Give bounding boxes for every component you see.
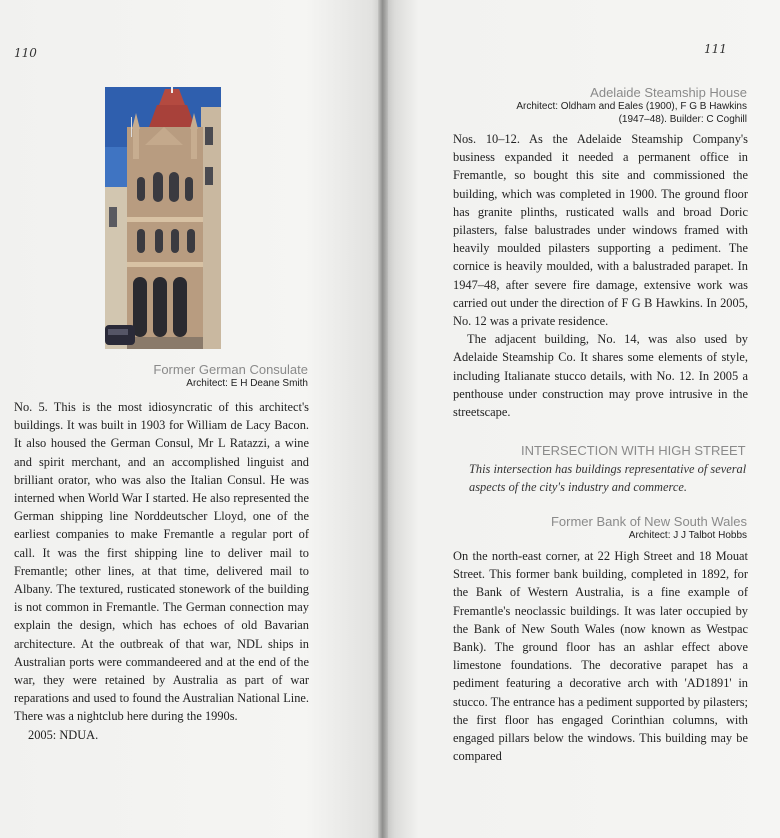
german-consulate-caption (60, 362, 308, 390)
body-paragraph: No. 5. This is the most idiosyncratic of this architect's buildings. It was built in 1903 for William de Lacy Bacon. It also housed the German Consul, Mr L Ratazzi, a wine and spirit merchant, and an accomplished linguist and brilliant orator, who was also the Italian Consul. He was interned when World War I started. He also represented the German shipping line Norddeutscher Lloyd, one of the earliest companies to make Fremantle a regular port of call. It was the first shipping line to deliver mail to Fremantle; other lines, at that time, delivered mail to Albany. The textured, rusticated stonework of the building is not common in Fremantle. The German connection may explain the design, which has echoes of old Bavarian architecture. At the outbreak of that war, NDL ships in Australian ports were commandeered and at the end of the war, they were retained by Australia as part of war reparations and used to found the Australian National Line. There was a nightclub here during the 1990s. (14, 400, 309, 724)
entry-title: Former Bank of New South Wales (550, 514, 747, 529)
bank-nsw-heading (443, 514, 747, 542)
body-paragraph: Nos. 10–12. As the Adelaide Steamship Company's business expanded it needed a permanent office in Fremantle, so bought this site and commissioned the building, which was completed in 1900. The ground floor has granite plinths, rusticated walls and broad Doric pilasters, false balustrades under windows framed with heavily moulded pilasters supporting a pediment. The cornice is heavily moulded, with a balustraded parapet. In 1947–48, after severe fire damage, extensive work was carried out under the direction of F G B Hawkins. In 2005, No. 12 was a private residence. (453, 132, 748, 329)
caption-title: Former German Consulate (153, 362, 308, 377)
bank-nsw-body (453, 547, 748, 765)
page-number-right: 111 (704, 42, 727, 56)
section-heading: INTERSECTION WITH HIGH STREET (521, 443, 746, 458)
entry-title: Adelaide Steamship House (590, 85, 747, 100)
section-subheading: This intersection has buildings representative of several aspects of the city's industry and commerce. (469, 462, 747, 494)
building-illustration (105, 87, 221, 349)
german-consulate-body (14, 398, 309, 744)
book-gutter (378, 0, 388, 838)
entry-architect: Architect: J J Talbot Hobbs (628, 530, 747, 541)
adelaide-steamship-heading (443, 85, 747, 126)
adelaide-steamship-body (453, 130, 748, 421)
caption-architect: Architect: E H Deane Smith (186, 378, 308, 389)
body-paragraph: The adjacent building, No. 14, was also used by Adelaide Steamship Co. It shares some elements of style, including Italianate stucco details, with No. 12. In 2005 a penthouse under construction may prove intrusive in the streetscape. (453, 332, 748, 420)
right-page (383, 0, 780, 838)
entry-architect: Architect: Oldham and Eales (1900), F G B Hawkins (516, 101, 747, 112)
entry-architect: (1947–48). Builder: C Coghill (618, 114, 747, 125)
left-page (0, 0, 383, 838)
former-german-consulate-photo (105, 87, 221, 349)
body-paragraph: On the north-east corner, at 22 High Street and 18 Mouat Street. This former bank building, completed in 1892, for the Bank of Western Australia, is a fine example of Fremantle's neoclassic buildings. It was later occupied by the Bank of New South Wales (now known as Westpac Bank). The ground floor has an ashlar effect above limestone foundations. The decorative parapet has a pediment featuring a decorative arch with 'AD1891' in stucco. The entrance has a pediment supported by pilasters; the first floor has engaged Corinthian columns, with engaged pillars below the windows. This building may be compared (453, 549, 748, 764)
page-number-left: 110 (14, 46, 37, 60)
body-paragraph: 2005: NDUA. (28, 727, 99, 742)
